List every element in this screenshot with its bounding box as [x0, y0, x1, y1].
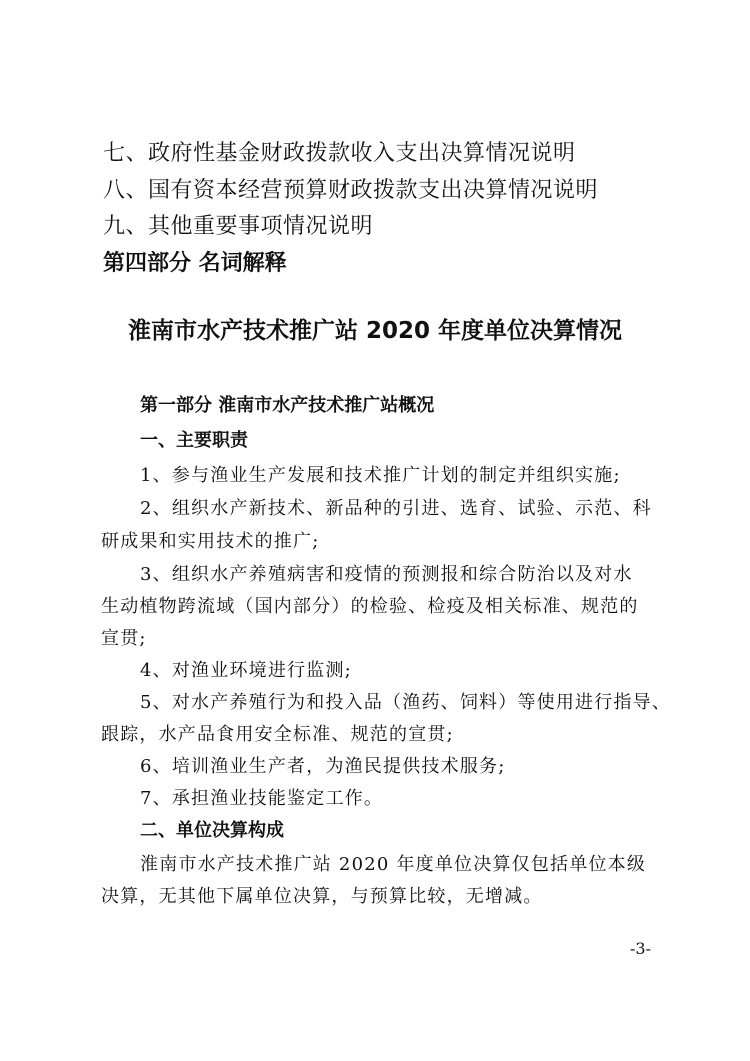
duty-line: 1、参与渔业生产发展和技术推广计划的制定并组织实施; — [140, 465, 621, 486]
duty-line: 5、对水产养殖行为和投入品（渔药、饲料）等使用进行指导、 — [140, 692, 672, 713]
document-title: 淮南市水产技术推广站 2020 年度单位决算情况 — [127, 318, 623, 344]
toc-item-7: 七、政府性基金财政拨款收入支出决算情况说明 — [103, 141, 576, 166]
section1-heading: 一、主要职责 — [140, 430, 248, 451]
duty-line: 生动植物跨流域（国内部分）的检验、检疫及相关标准、规范的 — [101, 596, 639, 617]
duty-line: 跟踪，水产品食用安全标准、规范的宣贯; — [101, 724, 454, 745]
part1-heading: 第一部分 淮南市水产技术推广站概况 — [140, 395, 435, 416]
composition-line: 决算，无其他下属单位决算，与预算比较，无增减。 — [101, 886, 543, 907]
page-number: -3- — [630, 939, 651, 958]
composition-line: 淮南市水产技术推广站 2020 年度单位决算仅包括单位本级 — [140, 854, 647, 875]
duty-line: 4、对渔业环境进行监测; — [140, 660, 352, 681]
duty-line: 6、培训渔业生产者，为渔民提供技术服务; — [140, 756, 506, 777]
duty-line: 3、组织水产养殖病害和疫情的预测报和综合防治以及对水 — [140, 564, 633, 585]
toc-item-9: 九、其他重要事项情况说明 — [103, 214, 374, 239]
section2-heading: 二、单位决算构成 — [140, 820, 284, 841]
duty-line: 7、承担渔业技能鉴定工作。 — [140, 788, 384, 809]
duty-line: 2、组织水产新技术、新品种的引进、选育、试验、示范、科 — [140, 498, 652, 519]
toc-item-8: 八、国有资本经营预算财政拨款支出决算情况说明 — [103, 178, 599, 203]
duty-line: 研成果和实用技术的推广; — [101, 531, 320, 552]
toc-part-4: 第四部分 名词解释 — [103, 251, 287, 276]
duty-line: 宣贯; — [101, 628, 147, 649]
